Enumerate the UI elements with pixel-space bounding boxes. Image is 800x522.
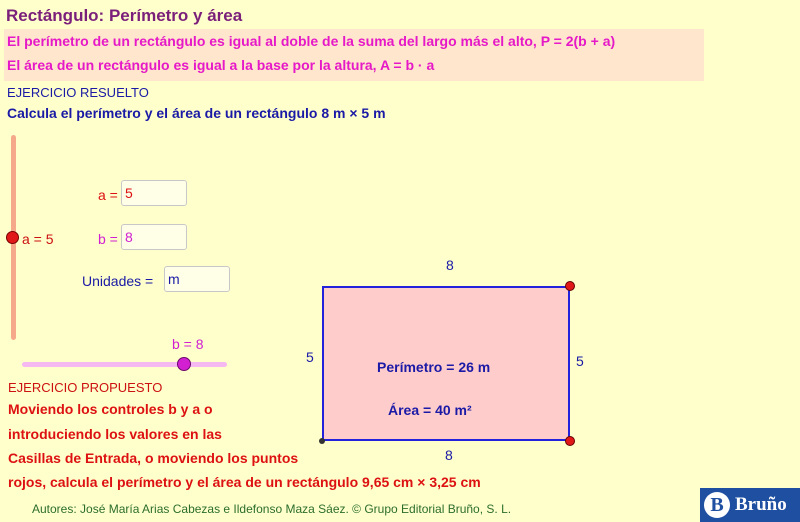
slider-a-knob[interactable] (6, 231, 19, 244)
corner-point-top-right[interactable] (565, 281, 575, 291)
area-formula: El área de un rectángulo es igual a la base por la altura, A = b · a (7, 57, 435, 73)
input-b-field[interactable] (121, 224, 187, 250)
input-a-label: a = (98, 187, 118, 203)
slider-b-track[interactable] (22, 362, 227, 367)
input-a-field[interactable] (121, 180, 187, 206)
slider-a-label: a = 5 (22, 231, 54, 247)
input-units-label: Unidades = (82, 273, 154, 289)
rectangle-left-label: 5 (306, 349, 314, 365)
input-b-label: b = (98, 231, 118, 247)
bruno-logo-text: Bruño (735, 494, 787, 515)
rectangle-top-label: 8 (446, 257, 454, 273)
slider-b-knob[interactable] (177, 357, 191, 371)
rectangle-bottom-label: 8 (445, 447, 453, 463)
proposed-exercise-line: Moviendo los controles b y a o (8, 401, 213, 417)
proposed-exercise-line: Casillas de Entrada, o moviendo los puntos (8, 450, 299, 466)
perimeter-result: Perímetro = 26 m (377, 359, 491, 375)
area-result: Área = 40 m² (388, 402, 472, 418)
proposed-exercise-line: introduciendo los valores en las (8, 426, 222, 442)
rectangle-right-label: 5 (576, 353, 584, 369)
input-units-field[interactable] (164, 266, 230, 292)
proposed-exercise-line: rojos, calcula el perímetro y el área de un rectángulo 9,65 cm × 3,25 cm (8, 474, 481, 490)
page-title: Rectángulo: Perímetro y área (6, 6, 243, 25)
corner-point-bottom-right[interactable] (565, 436, 575, 446)
authors-credit: Autores: José María Arias Cabezas e Ildefonso Maza Sáez. © Grupo Editorial Bruño, S. L. (32, 502, 512, 516)
bruno-logo-icon: B (704, 492, 730, 518)
solved-exercise-question: Calcula el perímetro y el área de un rectángulo 8 m × 5 m (7, 105, 386, 121)
solved-exercise-heading: EJERCICIO RESUELTO (7, 85, 149, 100)
corner-point-bottom-left (319, 438, 325, 444)
perimeter-formula: El perímetro de un rectángulo es igual al doble de la suma del largo más el alto, P = 2(b + a) (7, 33, 616, 49)
proposed-exercise-heading: EJERCICIO PROPUESTO (8, 380, 163, 395)
slider-b-label: b = 8 (172, 336, 204, 352)
bruno-logo (700, 488, 800, 522)
